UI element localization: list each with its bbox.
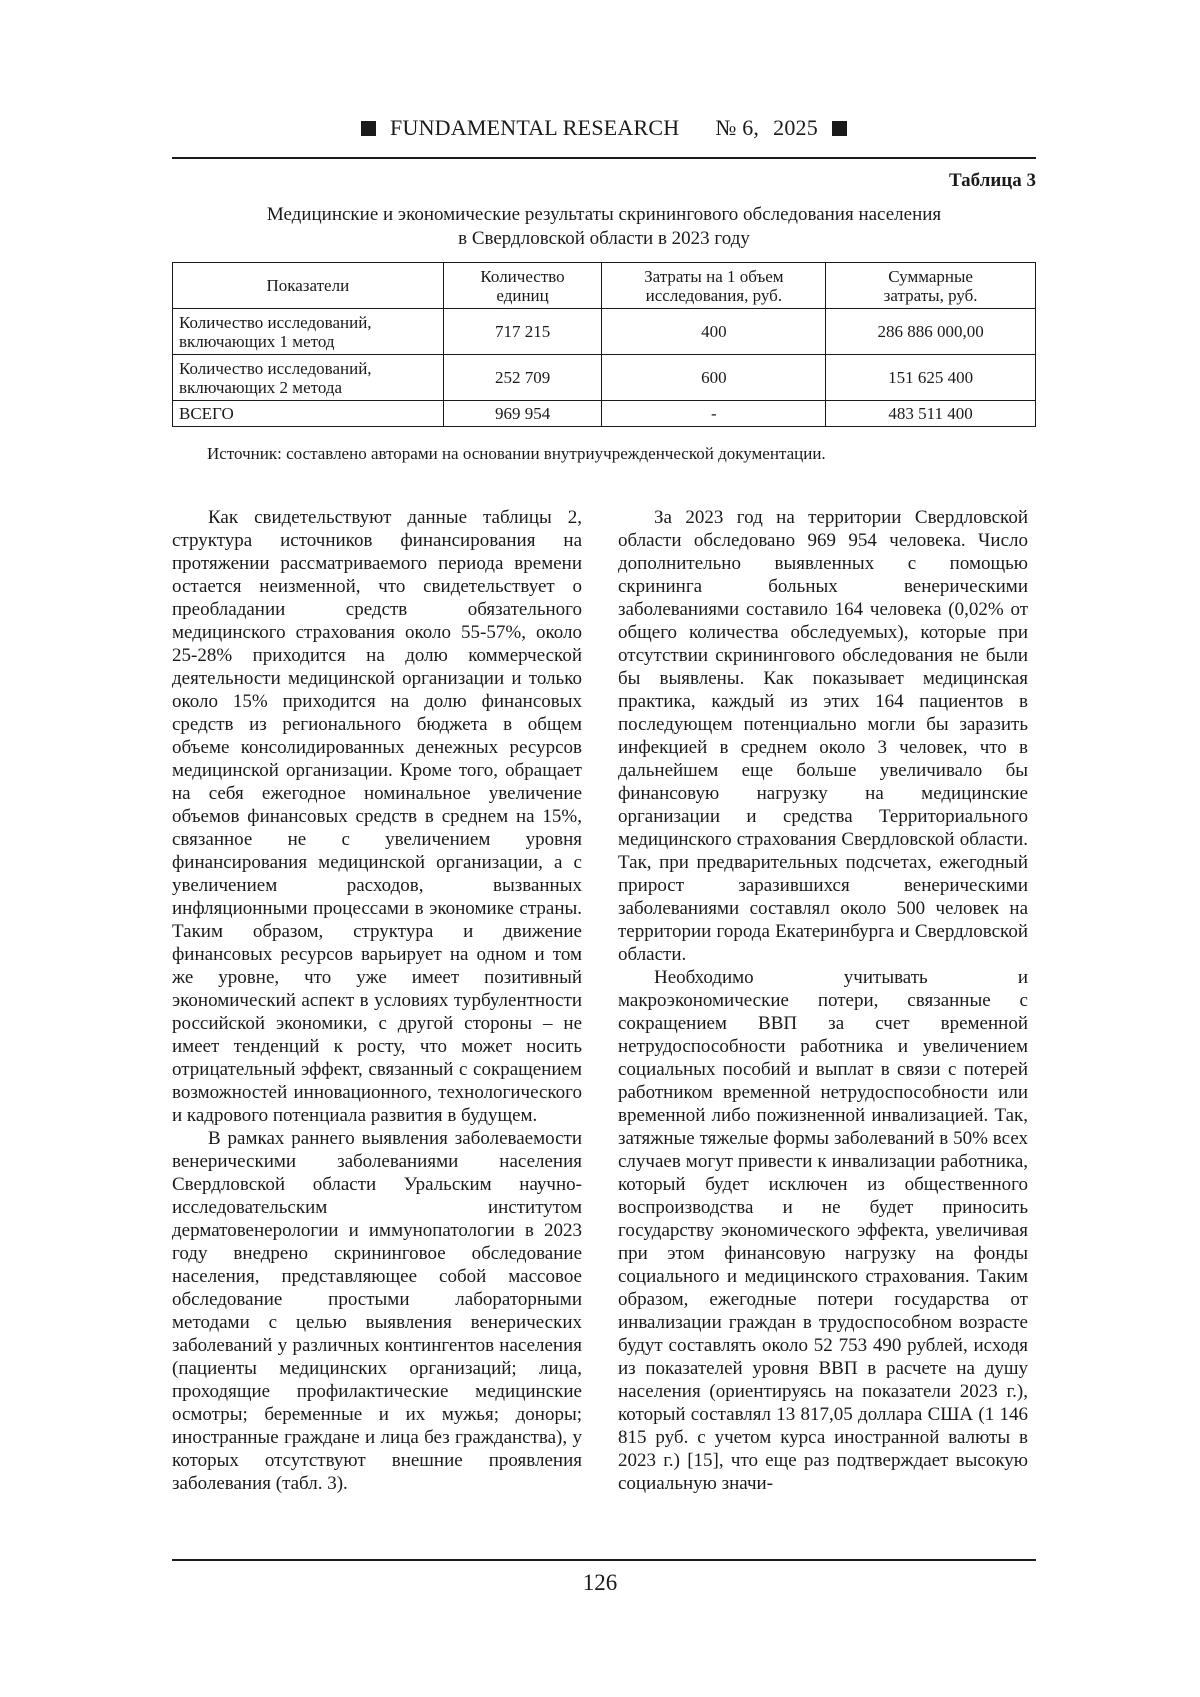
header-rule: [172, 157, 1036, 159]
cell-unit-cost: 400: [602, 309, 826, 355]
left-text-column: [172, 506, 582, 1495]
body-paragraph: В рамках раннего выявления заболеваемости венерическими заболеваниями населения Свердловской области Уральским научно-исследовательским институтом дерматовенерологии и иммунопатологии в 2023 году внедрено скрининговое обследование населения, представляющее собой массовое обследование простыми лабораторными методами с целью выявления венерических заболеваний у различных контингентов населения (пациенты медицинских организаций; лица, проходящие профилактические медицинские осмотры; беременные и их мужья; доноры; иностранные граждане и лица без гражданства), у которых отсутствуют внешние проявления заболевания (табл. 3).: [172, 1128, 582, 1494]
cell-count: 969 954: [443, 401, 602, 427]
cell-count: 252 709: [443, 355, 602, 401]
table-header-row: [173, 263, 1036, 309]
column-header: Суммарные затраты, руб.: [826, 263, 1036, 309]
cell-count: 717 215: [443, 309, 602, 355]
table-row: [173, 401, 1036, 427]
body-paragraph: Как свидетельствуют данные таблицы 2, структура источников финансирования на протяжении рассматриваемого периода времени остается неизменной, что свидетельствует о преобладании средств обязательного медицинского страхования около 55-57%, около 25-28% приходится на долю коммерческой деятельности медицинской организации и только около 15% приходится на долю финансовых средств из регионального бюджета в общем объеме консолидированных денежных ресурсов медицинской организации. Кроме того, обращает на себя ежегодное номинальное увеличение объемов финансовых средств в среднем на 15%, связанное не с увеличением уровня финансирования медицинской организации, а с увеличением расходов, вызванных инфляционными процессами в экономике страны. Таким образом, структура и движение финансовых ресурсов варьирует на одном и том же уровне, что уже имеет позитивный экономический аспект в условиях турбулентности российской экономики, с другой стороны – не имеет тенденций к росту, что может носить отрицательный эффект, связанный с сокращением возможностей инновационного, технологического и кадрового потенциала развития в будущем.: [172, 507, 582, 1126]
table-row: [173, 309, 1036, 355]
table-source-note: Источник: составлено авторами на основании внутриучрежденческой документации.: [207, 444, 826, 463]
cell-total: 286 886 000,00: [826, 309, 1036, 355]
row-label: ВСЕГО: [173, 401, 444, 427]
row-label: Количество исследований, включающих 2 метода: [173, 355, 444, 401]
cell-unit-cost: -: [602, 401, 826, 427]
right-text-column: [618, 506, 1028, 1495]
table-row: [173, 355, 1036, 401]
running-header: [172, 114, 1036, 142]
table-label: Таблица 3: [948, 170, 1036, 191]
table-caption-line: в Свердловской области в 2023 году: [458, 228, 750, 249]
body-paragraph: Необходимо учитывать и макроэкономические потери, связанные с сокращением ВВП за счет временной нетрудоспособности работника и увеличением социальных пособий и выплат в связи с потерей работником временной нетрудоспособности или временной либо пожизненной инвализацией. Так, затяжные тяжелые формы заболеваний в 50% всех случаев могут привести к инвализации работника, который будет исключен из общественного воспроизводства и не будет приносить государству экономического эффекта, увеличивая при этом финансовую нагрузку на фонды социального и медицинского страхования. Таким образом, ежегодные потери государства от инвализации граждан в трудоспособном возрасте будут составлять около 52 753 490 рублей, исходя из показателей уровня ВВП в расчете на душу населения (ориентируясь на показатели 2023 г.), который составлял 13 817,05 доллара США (1 146 815 руб. с учетом курса иностранной валюты в 2023 г.) [15], что еще раз подтверждает высокую социальную значи-: [618, 967, 1028, 1494]
issue-number: № 6,: [715, 115, 760, 140]
column-header: Показатели: [173, 263, 444, 309]
page-number: 126: [582, 1570, 618, 1595]
issue-year: 2025: [773, 115, 818, 140]
row-label: Количество исследований, включающих 1 метод: [173, 309, 444, 355]
square-bullet-icon: [361, 121, 376, 136]
journal-name: FUNDAMENTAL RESEARCH: [390, 115, 680, 140]
footer-rule: [172, 1559, 1036, 1561]
table-caption-line: Медицинские и экономические результаты скринингового обследования населения: [266, 204, 942, 225]
cell-total: 151 625 400: [826, 355, 1036, 401]
column-header: Затраты на 1 объем исследования, руб.: [602, 263, 826, 309]
body-paragraph: За 2023 год на территории Свердловской области обследовано 969 954 человека. Число дополнительно выявленных с помощью скрининга больных венерическими заболеваниями составило 164 человека (0,02% от общего количества обследуемых), которые при отсутствии скринингового обследования не были бы выявлены. Как показывает медицинская практика, каждый из этих 164 пациентов в последующем потенциально могли бы заразить инфекцией в среднем около 3 человек, что в дальнейшем еще больше увеличивало бы финансовую нагрузку на медицинские организации и средства Территориального медицинского страхования Свердловской области. Так, при предварительных подсчетах, ежегодный прирост заразившихся венерическими заболеваниями составлял около 500 человек на территории города Екатеринбурга и Свердловской области.: [618, 507, 1028, 965]
square-bullet-icon: [832, 121, 847, 136]
column-header: Количество единиц: [443, 263, 602, 309]
table-caption: [172, 203, 1036, 251]
results-table: [172, 262, 1036, 427]
cell-total: 483 511 400: [826, 401, 1036, 427]
cell-unit-cost: 600: [602, 355, 826, 401]
